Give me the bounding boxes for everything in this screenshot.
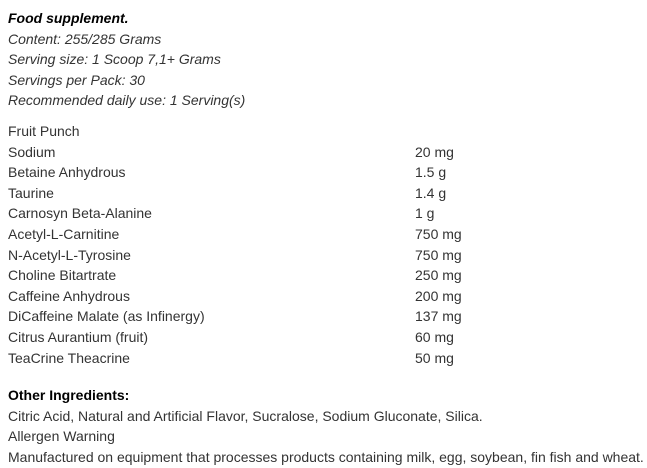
ingredient-label: Taurine xyxy=(8,184,54,201)
ingredient-amount: 50 mg xyxy=(415,349,454,366)
ingredient-amount: 137 mg xyxy=(415,308,462,325)
ingredient-amount: 750 mg xyxy=(415,225,462,242)
allergen-warning-text: Manufactured on equipment that processes products containing milk, egg, soybean, fin fish and wheat. xyxy=(8,448,644,465)
ingredient-amount: 1.4 g xyxy=(415,184,447,201)
ingredient-label: Carnosyn Beta-Alanine xyxy=(8,205,152,222)
ingredient-amount: 750 mg xyxy=(415,246,462,263)
ingredient-label: Citrus Aurantium (fruit) xyxy=(8,328,149,345)
ingredient-label: Sodium xyxy=(8,143,56,160)
ingredient-amount: 1.5 g xyxy=(415,164,447,181)
other-ingredients-block xyxy=(8,385,644,467)
ingredient-row xyxy=(8,183,639,204)
other-ingredients-heading: Other Ingredients: xyxy=(8,387,130,404)
ingredient-amount: 250 mg xyxy=(415,267,462,284)
ingredient-row xyxy=(8,203,639,224)
meta-block xyxy=(8,8,639,111)
ingredient-row xyxy=(8,162,639,183)
ingredient-amount: 1 g xyxy=(415,205,435,222)
ingredient-row xyxy=(8,224,639,245)
allergen-warning-heading: Allergen Warning xyxy=(8,428,115,445)
ingredient-row xyxy=(8,265,639,286)
servings-per-pack-line: Servings per Pack: 30 xyxy=(8,71,145,88)
ingredient-label: TeaCrine Theacrine xyxy=(8,349,130,366)
flavor-label: Fruit Punch xyxy=(8,122,80,139)
ingredient-amount: 200 mg xyxy=(415,287,462,304)
serving-size-line: Serving size: 1 Scoop 7,1+ Grams xyxy=(8,51,221,68)
content-line: Content: 255/285 Grams xyxy=(8,30,162,47)
ingredient-row xyxy=(8,286,639,307)
ingredient-row xyxy=(8,348,639,369)
ingredient-label: DiCaffeine Malate (as Infinergy) xyxy=(8,308,205,325)
food-supplement-heading: Food supplement. xyxy=(8,10,129,26)
flavor-row xyxy=(8,121,639,142)
ingredient-label: Betaine Anhydrous xyxy=(8,164,126,181)
ingredient-amount: 60 mg xyxy=(415,328,454,345)
ingredient-row xyxy=(8,245,639,266)
other-ingredients-text: Citric Acid, Natural and Artificial Flavor, Sucralose, Sodium Gluconate, Silica. xyxy=(8,407,483,424)
ingredient-amount: 20 mg xyxy=(415,143,454,160)
ingredient-label: Acetyl-L-Carnitine xyxy=(8,225,120,242)
ingredient-label: Caffeine Anhydrous xyxy=(8,287,130,304)
ingredient-row xyxy=(8,142,639,163)
supplement-facts-table xyxy=(8,121,639,368)
ingredient-row xyxy=(8,306,639,327)
ingredient-row xyxy=(8,327,639,348)
ingredient-label: N-Acetyl-L-Tyrosine xyxy=(8,246,131,263)
ingredient-label: Choline Bitartrate xyxy=(8,267,117,284)
recommended-daily-use-line: Recommended daily use: 1 Serving(s) xyxy=(8,92,246,109)
